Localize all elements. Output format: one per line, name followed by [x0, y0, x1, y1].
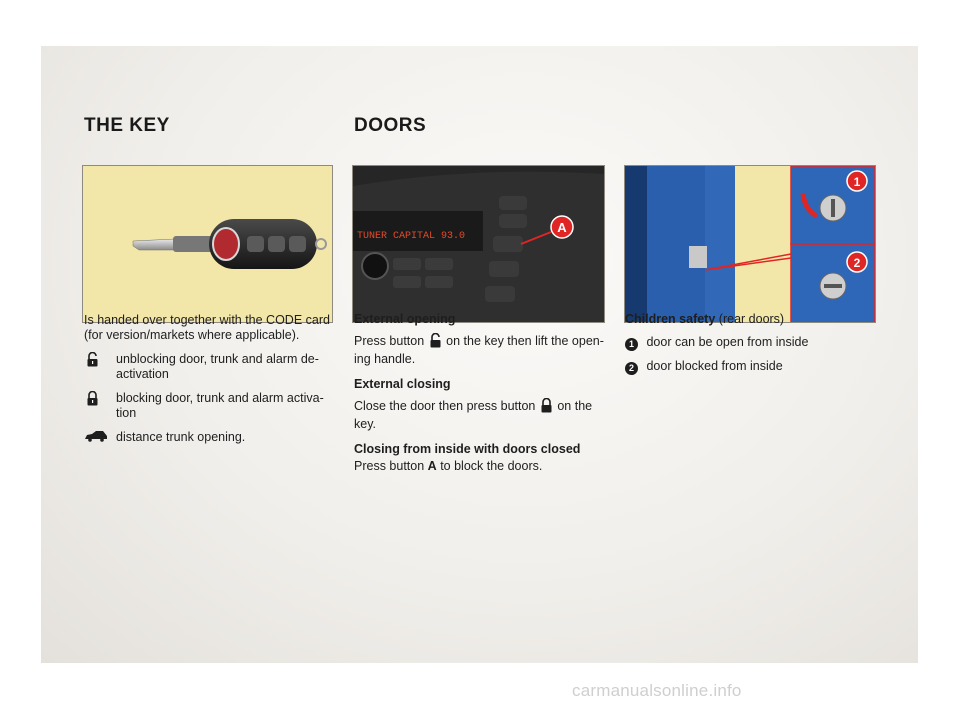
external-opening-title: External opening — [354, 312, 456, 326]
external-closing-body — [354, 398, 606, 432]
key-item-text: blocking door, trunk and alarm activa-tion — [116, 391, 324, 420]
children-item-text: door can be open from inside — [646, 335, 809, 349]
key-item — [84, 430, 336, 445]
key-heading: THE KEY — [84, 115, 170, 136]
key-item — [84, 391, 336, 421]
lock-icon — [87, 391, 98, 410]
closing-inside-text: Press button — [354, 459, 425, 473]
key-item-text: unblocking door, trunk and alarm de-activation — [116, 352, 319, 381]
children-safety-text — [625, 312, 877, 375]
children-safety-title: Children safety — [625, 312, 716, 326]
children-item-text: door blocked from inside — [646, 359, 783, 373]
external-closing-text: Close the door then press button — [354, 399, 536, 413]
children-safety-heading — [625, 312, 877, 327]
dashboard-figure — [352, 165, 605, 323]
unlock-icon — [87, 352, 98, 371]
callout-a-label: A — [557, 220, 567, 235]
external-opening-text: on the key then lift the open-ing handle. — [354, 334, 604, 366]
closing-inside-title: Closing from inside with doors closed — [354, 442, 581, 456]
callout-2-label: 2 — [853, 256, 861, 270]
dashboard-image — [353, 166, 604, 322]
radio-display-text: TUNER CAPITAL 93.0 — [357, 231, 466, 242]
external-closing-title: External closing — [354, 377, 451, 391]
callout-1-label: 1 — [853, 175, 861, 189]
watermark: carmanualsonline.info — [572, 681, 742, 700]
manual-page — [41, 46, 918, 663]
child-lock-figure — [624, 165, 876, 323]
key-image — [83, 166, 332, 322]
car-trunk-icon — [84, 430, 108, 446]
key-text — [84, 313, 336, 445]
external-closing-text: on the key. — [354, 399, 593, 431]
closing-inside-text: to block the doors. — [440, 459, 543, 473]
key-figure — [82, 165, 333, 323]
lock-icon — [541, 398, 552, 417]
unlock-icon — [430, 333, 441, 352]
button-a-letter: A — [427, 459, 437, 473]
key-item — [84, 352, 336, 382]
external-opening-text: Press button — [354, 334, 425, 348]
children-item — [625, 335, 877, 351]
child-lock-image — [625, 166, 875, 322]
external-opening-body — [354, 333, 606, 367]
doors-heading: DOORS — [354, 115, 427, 136]
children-item — [625, 359, 877, 375]
number-1-badge: 1 — [625, 338, 638, 351]
key-intro: Is handed over together with the CODE card (for version/markets where applicable). — [84, 313, 330, 342]
doors-text — [354, 312, 606, 474]
key-item-text: distance trunk opening. — [116, 430, 246, 444]
children-safety-suffix: (rear doors) — [718, 312, 785, 326]
closing-inside-body — [354, 459, 606, 474]
number-2-badge: 2 — [625, 362, 638, 375]
